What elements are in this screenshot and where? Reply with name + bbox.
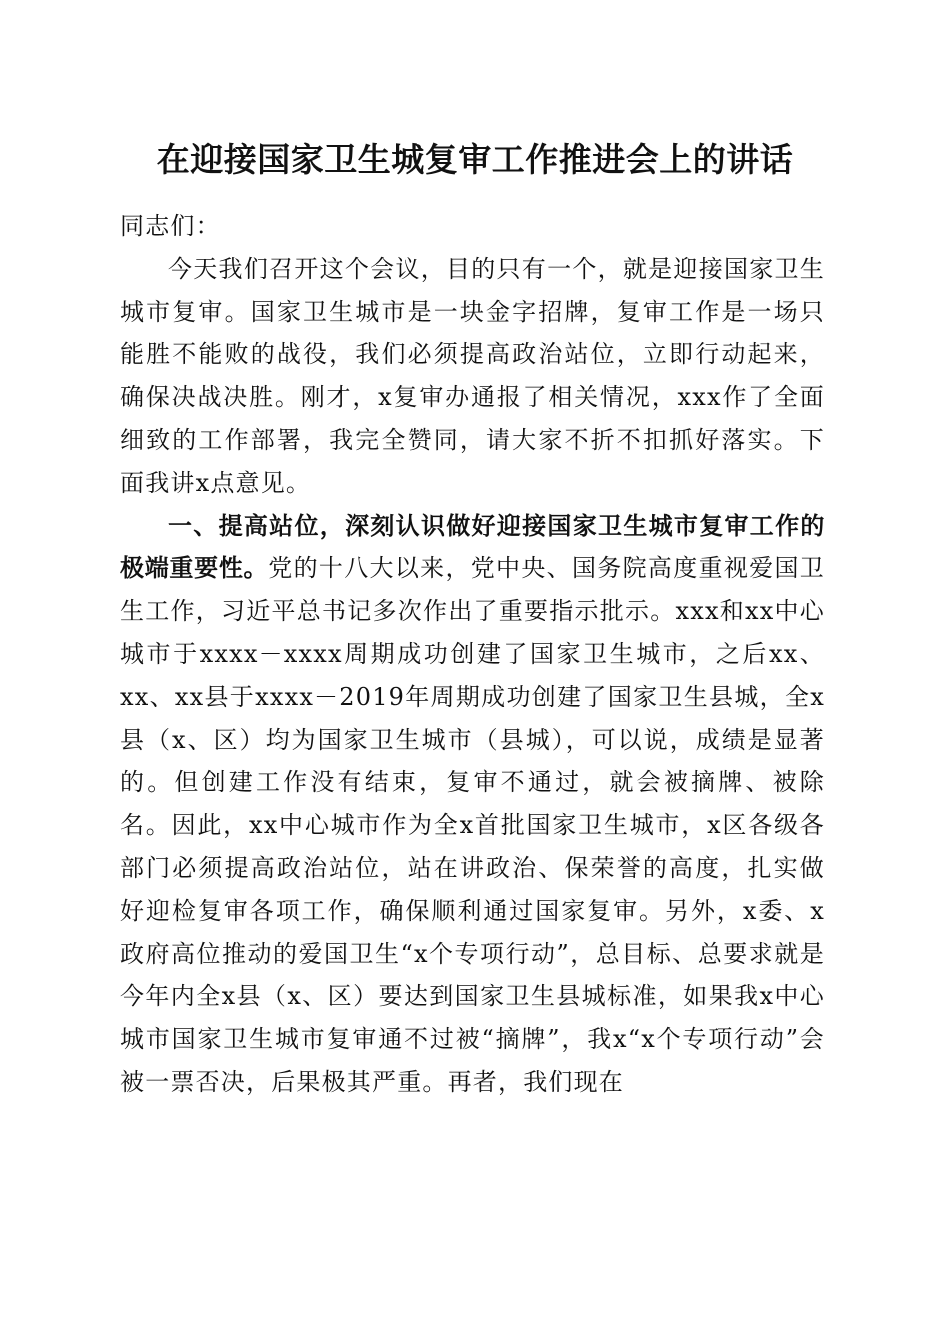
paragraph-opening: 今天我们召开这个会议，目的只有一个，就是迎接国家卫生城市复审。国家卫生城市是一块金字招牌，复审工作是一场只能胜不能败的战役，我们必须提高政治站位，立即行动起来，确保决战决胜。刚才，x复审办通报了相关情况，xxx作了全面细致的工作部署，我完全赞同，请大家不折不扣抓好落实。下面我讲x点意见。 (120, 254, 825, 497)
document-body (120, 205, 825, 1104)
salutation: 同志们： (120, 212, 221, 240)
section-1-body: 党的十八大以来，党中央、国务院高度重视爱国卫生工作，习近平总书记多次作出了重要指示批示。xxx和xx中心城市于xxxx－xxxx周期成功创建了国家卫生城市，之后xx、xx、xx县于xxxx－2019年周期成功创建了国家卫生县城，全x县（x、区）均为国家卫生城市（县城），可以说，成绩是显著的。但创建工作没有结束，复审不通过，就会被摘牌、被除名。因此，xx中心城市作为全x首批国家卫生城市，x区各级各部门必须提高政治站位，站在讲政治、保荣誉的高度，扎实做好迎检复审各项工作，确保顺利通过国家复审。另外，x委、x政府高位推动的爱国卫生“x个专项行动”，总目标、总要求就是今年内全x县（x、区）要达到国家卫生县城标准，如果我x中心城市国家卫生城市复审通不过被“摘牌”，我x“x个专项行动”会被一票否决，后果极其严重。再者，我们现在 (120, 554, 825, 1096)
section-1-heading: 一、提高站位，深刻认识做好迎接国家卫生城市复审工作的极端重要性。 (120, 511, 825, 583)
paragraph-section-1 (120, 505, 825, 1104)
document-title: 在迎接国家卫生城复审工作推进会上的讲话 (156, 140, 794, 179)
